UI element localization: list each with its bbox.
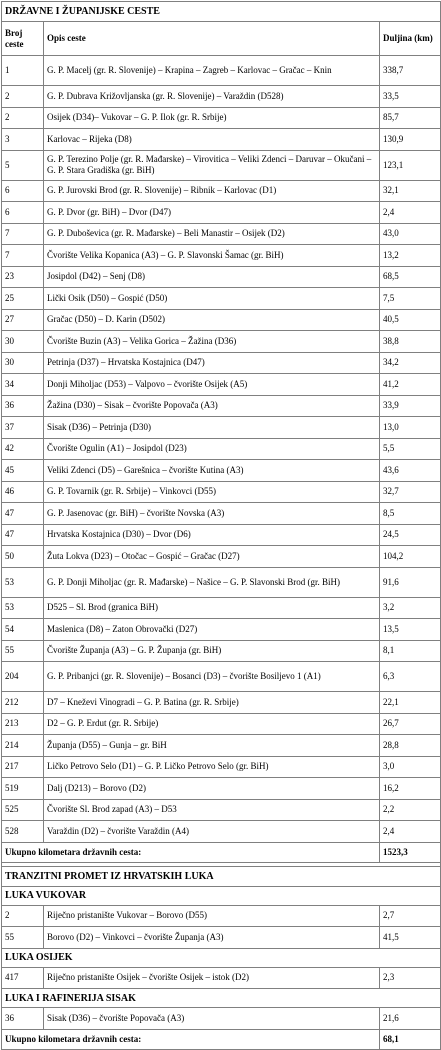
document [1, 1, 440, 1050]
cell-len: 33,5 [380, 86, 441, 108]
cell-len: 13,0 [380, 417, 441, 439]
cell-num: 1 [2, 56, 44, 86]
cell-num: 42 [2, 438, 44, 460]
section-luka-osijek-row [2, 948, 441, 967]
cell-num: 47 [2, 503, 44, 525]
cell-len: 28,8 [380, 735, 441, 757]
cell-num: 519 [2, 778, 44, 800]
cell-len: 2,7 [380, 905, 441, 927]
cell-num: 2 [2, 107, 44, 129]
cell-desc: Hrvatska Kostajnica (D30) – Dvor (D6) [44, 524, 380, 546]
table-row [2, 546, 441, 568]
cell-len: 22,1 [380, 692, 441, 714]
cell-len: 16,2 [380, 778, 441, 800]
table-row [2, 619, 441, 641]
cell-desc: Veliki Zdenci (D5) – Garešnica – čvorište Kutina (A3) [44, 460, 380, 482]
cell-num: 54 [2, 619, 44, 641]
cell-desc: G. P. Dvor (gr. BiH) – Dvor (D47) [44, 202, 380, 224]
cell-num: 213 [2, 713, 44, 735]
cell-num: 7 [2, 223, 44, 245]
cell-desc: Žažina (D30) – Sisak – čvorište Popovača (A3) [44, 395, 380, 417]
section-luka-vukovar-row [2, 886, 441, 905]
cell-num: 23 [2, 266, 44, 288]
cell-len: 68,5 [380, 266, 441, 288]
cell-desc: Čvorište Buzin (A3) – Velika Gorica – Žažina (D36) [44, 331, 380, 353]
cell-len: 130,9 [380, 129, 441, 151]
header-desc: Opis ceste [44, 22, 380, 56]
cell-desc: Sisak (D36) – čvorište Popovača (A3) [44, 1008, 380, 1030]
cell-desc: Žuta Lokva (D23) – Otočac – Gospić – Gračac (D27) [44, 546, 380, 568]
table-row [2, 662, 441, 692]
cell-num: 528 [2, 821, 44, 843]
table-row [2, 417, 441, 439]
transit-title: TRANZITNI PROMET IZ HRVATSKIH LUKA [2, 866, 441, 886]
table-row [2, 129, 441, 151]
cell-desc: Riječno pristanište Osijek – čvorište Osijek – istok (D2) [44, 967, 380, 989]
cell-desc: Borovo (D2) – Vinkovci – čvorište Županja (A3) [44, 927, 380, 949]
cell-desc: D2 – G. P. Erdut (gr. R. Srbije) [44, 713, 380, 735]
table-title: DRŽAVNE I ŽUPANIJSKE CESTE [2, 2, 441, 22]
total-row-state-roads [2, 842, 441, 862]
cell-num: 53 [2, 597, 44, 619]
section-luka-vukovar: LUKA VUKOVAR [2, 886, 441, 905]
table-row [2, 202, 441, 224]
cell-desc: Čvorište Županja (A3) – G. P. Županja (gr. BiH) [44, 640, 380, 662]
cell-len: 32,1 [380, 180, 441, 202]
cell-num: 36 [2, 1008, 44, 1030]
table-row [2, 778, 441, 800]
cell-len: 2,2 [380, 799, 441, 821]
table-row [2, 438, 441, 460]
table-row [2, 374, 441, 396]
table-row [2, 905, 441, 927]
table-row [2, 799, 441, 821]
cell-desc: Županja (D55) – Gunja – gr. BiH [44, 735, 380, 757]
cell-num: 50 [2, 546, 44, 568]
cell-num: 45 [2, 460, 44, 482]
cell-desc: G. P. Duboševica (gr. R. Mađarske) – Beli Manastir – Osijek (D2) [44, 223, 380, 245]
table-row [2, 223, 441, 245]
cell-num: 525 [2, 799, 44, 821]
cell-desc: Čvorište Ogulin (A1) – Josipdol (D23) [44, 438, 380, 460]
cell-num: 55 [2, 927, 44, 949]
cell-len: 2,4 [380, 821, 441, 843]
cell-num: 214 [2, 735, 44, 757]
table-row [2, 756, 441, 778]
cell-num: 5 [2, 150, 44, 180]
total-value: 1523,3 [380, 842, 441, 862]
table-row [2, 967, 441, 989]
cell-desc: G. P. Tovarnik (gr. R. Srbije) – Vinkovci (D55) [44, 481, 380, 503]
cell-len: 2,4 [380, 202, 441, 224]
total-label: Ukupno kilometara državnih cesta: [2, 842, 380, 862]
cell-len: 41,2 [380, 374, 441, 396]
cell-desc: G. P. Macelj (gr. R. Slovenije) – Krapina – Zagreb – Karlovac – Gračac – Knin [44, 56, 380, 86]
cell-num: 7 [2, 245, 44, 267]
cell-num: 25 [2, 288, 44, 310]
cell-len: 13,5 [380, 619, 441, 641]
cell-num: 37 [2, 417, 44, 439]
cell-desc: G. P. Jurovski Brod (gr. R. Slovenije) – Ribnik – Karlovac (D1) [44, 180, 380, 202]
table-row [2, 245, 441, 267]
cell-desc: Gračac (D50) – D. Karin (D502) [44, 309, 380, 331]
cell-num: 27 [2, 309, 44, 331]
cell-len: 13,2 [380, 245, 441, 267]
cell-desc: G. P. Dubrava Križovljanska (gr. R. Slovenije) – Varaždin (D528) [44, 86, 380, 108]
cell-num: 417 [2, 967, 44, 989]
table-row [2, 640, 441, 662]
table-row [2, 395, 441, 417]
cell-desc: Josipdol (D42) – Senj (D8) [44, 266, 380, 288]
cell-num: 46 [2, 481, 44, 503]
header-num: Broj ceste [2, 22, 44, 56]
cell-desc: G. P. Jasenovac (gr. BiH) – čvorište Novska (A3) [44, 503, 380, 525]
table-row [2, 524, 441, 546]
table-row [2, 86, 441, 108]
table-row [2, 597, 441, 619]
cell-desc: D525 – Sl. Brod (granica BiH) [44, 597, 380, 619]
cell-len: 3,2 [380, 597, 441, 619]
table-row [2, 107, 441, 129]
cell-num: 3 [2, 129, 44, 151]
table-row [2, 927, 441, 949]
table-row [2, 352, 441, 374]
cell-len: 3,0 [380, 756, 441, 778]
table-row [2, 1008, 441, 1030]
cell-len: 85,7 [380, 107, 441, 129]
cell-len: 21,6 [380, 1008, 441, 1030]
roads-table [1, 1, 441, 1050]
total-label: Ukupno kilometara državnih cesta: [2, 1029, 380, 1049]
cell-num: 2 [2, 86, 44, 108]
cell-desc: Čvorište Velika Kopanica (A3) – G. P. Slavonski Šamac (gr. BiH) [44, 245, 380, 267]
header-len: Duljina (km) [380, 22, 441, 56]
cell-len: 43,0 [380, 223, 441, 245]
cell-len: 5,5 [380, 438, 441, 460]
transit-title-row [2, 866, 441, 886]
cell-desc: Karlovac – Rijeka (D8) [44, 129, 380, 151]
cell-len: 26,7 [380, 713, 441, 735]
cell-len: 32,7 [380, 481, 441, 503]
cell-num: 53 [2, 567, 44, 597]
section-luka-sisak: LUKA I RAFINERIJA SISAK [2, 989, 441, 1008]
cell-desc: Maslenica (D8) – Zaton Obrovački (D27) [44, 619, 380, 641]
cell-desc: Dalj (D213) – Borovo (D2) [44, 778, 380, 800]
cell-desc: Lički Osik (D50) – Gospić (D50) [44, 288, 380, 310]
cell-len: 38,8 [380, 331, 441, 353]
cell-len: 33,9 [380, 395, 441, 417]
table-row [2, 331, 441, 353]
cell-desc: G. P. Donji Miholjac (gr. R. Mađarske) – Našice – G. P. Slavonski Brod (gr. BiH) [44, 567, 380, 597]
cell-desc: Osijek (D34)– Vukovar – G. P. Ilok (gr. R. Srbije) [44, 107, 380, 129]
cell-desc: Ličko Petrovo Selo (D1) – G. P. Ličko Petrovo Selo (gr. BiH) [44, 756, 380, 778]
cell-desc: D7 – Kneževi Vinogradi – G. P. Batina (gr. R. Srbije) [44, 692, 380, 714]
cell-desc: G. P. Pribanjci (gr. R. Slovenije) – Bosanci (D3) – čvorište Bosiljevo 1 (A1) [44, 662, 380, 692]
cell-len: 8,1 [380, 640, 441, 662]
cell-num: 2 [2, 905, 44, 927]
cell-num: 30 [2, 352, 44, 374]
cell-num: 34 [2, 374, 44, 396]
cell-len: 104,2 [380, 546, 441, 568]
cell-desc: Čvorište Sl. Brod zapad (A3) – D53 [44, 799, 380, 821]
cell-len: 24,5 [380, 524, 441, 546]
table-row [2, 288, 441, 310]
cell-len: 7,5 [380, 288, 441, 310]
cell-num: 217 [2, 756, 44, 778]
cell-num: 36 [2, 395, 44, 417]
table-title-row [2, 2, 441, 22]
table-row [2, 150, 441, 180]
table-row [2, 180, 441, 202]
cell-num: 6 [2, 202, 44, 224]
table-row [2, 713, 441, 735]
cell-len: 123,1 [380, 150, 441, 180]
cell-num: 47 [2, 524, 44, 546]
table-row [2, 567, 441, 597]
header-row [2, 22, 441, 56]
cell-num: 212 [2, 692, 44, 714]
cell-desc: Donji Miholjac (D53) – Valpovo – čvorište Osijek (A5) [44, 374, 380, 396]
table-row [2, 821, 441, 843]
table-row [2, 692, 441, 714]
cell-len: 6,3 [380, 662, 441, 692]
cell-desc: Varaždin (D2) – čvorište Varaždin (A4) [44, 821, 380, 843]
cell-desc: Petrinja (D37) – Hrvatska Kostajnica (D47) [44, 352, 380, 374]
cell-len: 8,5 [380, 503, 441, 525]
section-luka-sisak-row [2, 989, 441, 1008]
cell-desc: G. P. Terezino Polje (gr. R. Mađarske) – Virovitica – Veliki Zdenci – Daruvar – Okučani – G. P. Stara Gradiška (gr. BiH) [44, 150, 380, 180]
cell-num: 204 [2, 662, 44, 692]
table-row [2, 481, 441, 503]
cell-len: 34,2 [380, 352, 441, 374]
cell-desc: Riječno pristanište Vukovar – Borovo (D55) [44, 905, 380, 927]
total-row-transit [2, 1029, 441, 1049]
cell-len: 43,6 [380, 460, 441, 482]
cell-num: 55 [2, 640, 44, 662]
cell-len: 91,6 [380, 567, 441, 597]
table-row [2, 309, 441, 331]
table-row [2, 56, 441, 86]
table-row [2, 735, 441, 757]
cell-num: 6 [2, 180, 44, 202]
cell-desc: Sisak (D36) – Petrinja (D30) [44, 417, 380, 439]
cell-len: 338,7 [380, 56, 441, 86]
table-row [2, 503, 441, 525]
cell-len: 2,3 [380, 967, 441, 989]
table-row [2, 266, 441, 288]
cell-len: 41,5 [380, 927, 441, 949]
cell-num: 30 [2, 331, 44, 353]
cell-len: 40,5 [380, 309, 441, 331]
section-luka-osijek: LUKA OSIJEK [2, 948, 441, 967]
table-row [2, 460, 441, 482]
total-value: 68,1 [380, 1029, 441, 1049]
